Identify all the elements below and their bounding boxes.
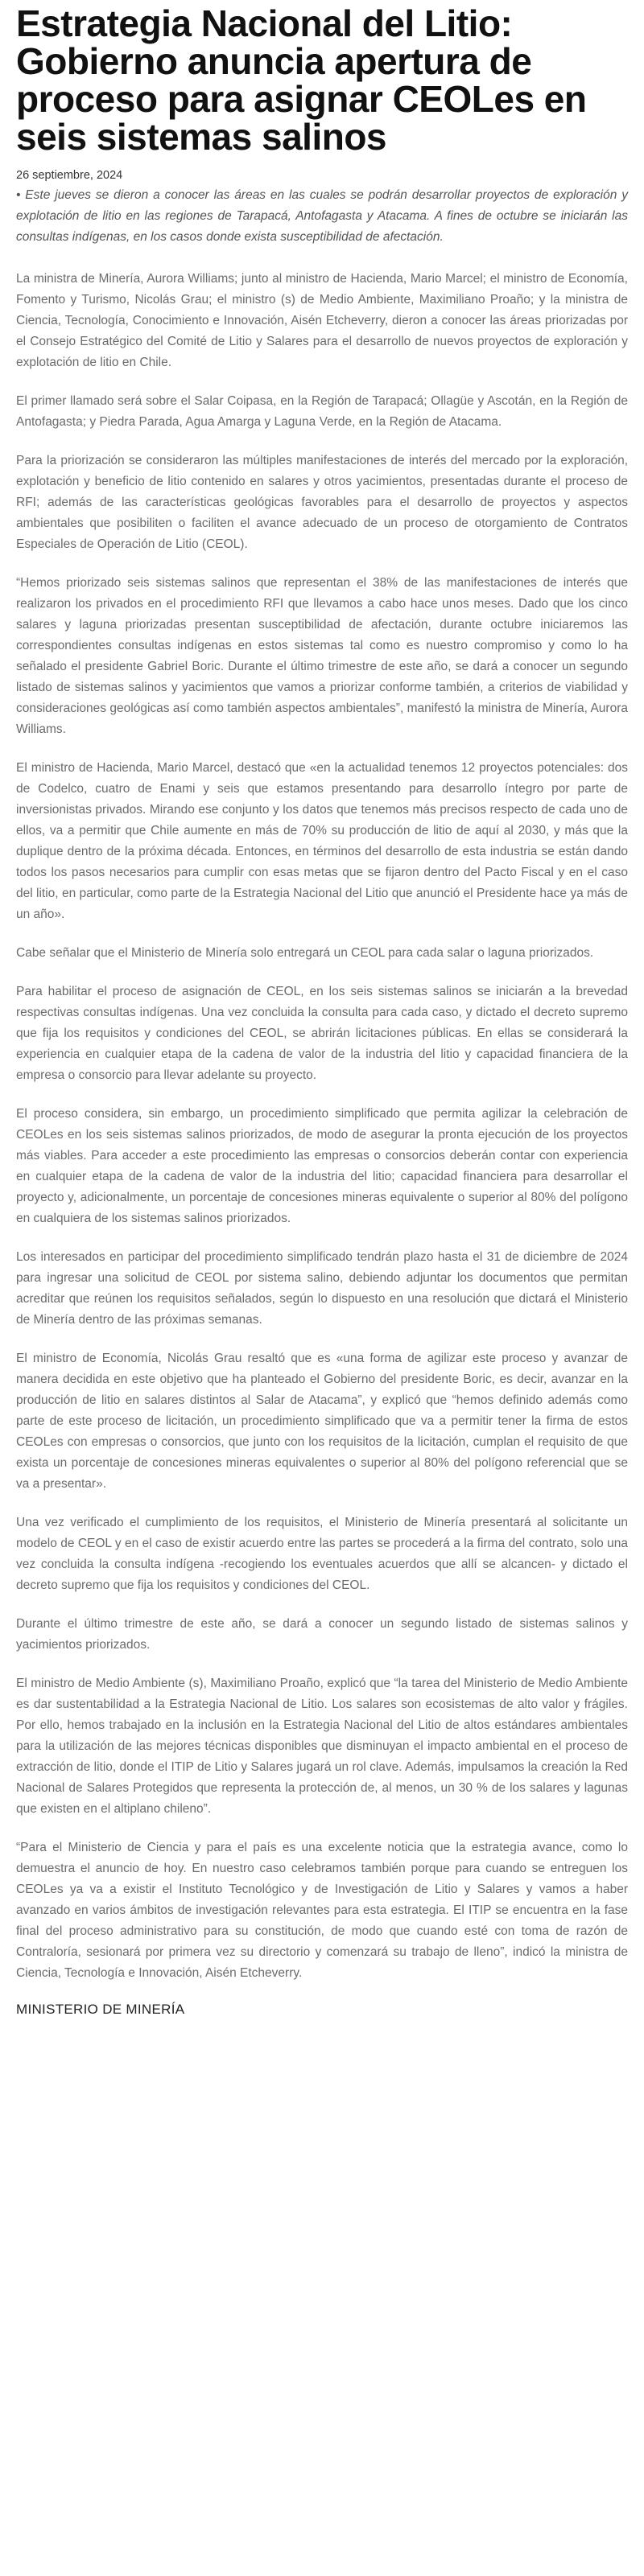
article-signature: MINISTERIO DE MINERÍA (16, 2002, 185, 2017)
paragraph-11: Una vez verificado el cumplimiento de los requisitos, el Ministerio de Minería presentará al solicitante un modelo de CEOL y en el caso de existir acuerdo entre las partes se procederá a la firma del contrato, solo una vez concluida la consulta indígena -recogiendo los eventuales acuerdos que allí se alcancen- y dictado el decreto supremo que fija los requisitos y condiciones del CEOL. (16, 1516, 628, 1592)
paragraph-4: “Hemos priorizado seis sistemas salinos que representan el 38% de las manifestaciones de interés que realizaron los privados en el procedimiento RFI que llevamos a cabo hace unos meses. Dado que los cinco salares y laguna priorizadas presentan susceptibilidad de afectación, durante octubre iniciaremos las correspondientes consultas indígenas en estos sistemas tal como es nuestro compromiso y como lo ha señalado el presidente Gabriel Boric. Durante el último trimestre de este año, se dará a conocer un segundo listado de sistemas salinos y yacimientos que vamos a priorizar conforme también, a criterios de viabilidad y consideraciones geológicas así como también aspectos ambientales”, manifestó la ministra de Minería, Aurora Williams. (16, 576, 628, 736)
article-title: Estrategia Nacional del Litio: Gobierno anuncia apertura de proceso para asignar CEOLes en seis sistemas salinos (16, 2, 587, 158)
paragraph-6: Cabe señalar que el Ministerio de Minería solo entregará un CEOL para cada salar o laguna priorizados. (16, 946, 594, 960)
paragraph-14: “Para el Ministerio de Ciencia y para el país es una excelente noticia que la estrategia avance, como lo demuestra el anuncio de hoy. En nuestro caso celebramos también porque para cuando se entreguen los CEOLes ya va a existir el Instituto Tecnológico y de Investigación de Litio y Salares y vamos a haber avanzado en varios ámbitos de investigación relevantes para esta estrategia. El ITIP se encuentra en la fase final del proceso administrativo para su constitución, de modo que cuando esté con toma de razón de Contraloría, sesionará por primera vez su directorio y comenzará su trabajo de lleno”, indicó la ministra de Ciencia, Tecnología e Innovación, Aisén Etcheverry. (16, 1841, 628, 1980)
paragraph-13: El ministro de Medio Ambiente (s), Maximiliano Proaño, explicó que “la tarea del Ministerio de Medio Ambiente es dar sustentabilidad a la Estrategia Nacional de Litio. Los salares son ecosistemas de alto valor y frágiles. Por ello, hemos trabajado en la inclusión en la Estrategia Nacional del Litio de altos estándares ambientales para la utilización de las mejores técnicas disponibles que disminuyan el impacto ambiental en el proceso de extracción de litio, donde el ITIP de Litio y Salares jugará un rol clave. Además, impulsamos la creación la Red Nacional de Salares Protegidos que representa la protección de, al menos, un 30 % de los salares y lagunas que existen en el altiplano chileno”. (16, 1677, 628, 1816)
paragraph-10: El ministro de Economía, Nicolás Grau resaltó que es «una forma de agilizar este proceso y avanzar de manera decidida en este objetivo que ha planteado el Gobierno del presidente Boric, es decir, avanzar en la producción de litio en salares distintos al Salar de Atacama”, y explicó que “hemos definido además como parte de este proceso de licitación, un procedimiento simplificado que va a permitir tener la firma de estos CEOLes con empresas o consorcios, que junto con los requisitos de la licitación, cumplan el requisito de que exista un porcentaje de concesiones mineras equivalentes o superior al 80% del polígono referencial que se va a presentar». (16, 1352, 628, 1491)
paragraph-7: Para habilitar el proceso de asignación de CEOL, en los seis sistemas salinos se iniciarán a la brevedad respectivas consultas indígenas. Una vez concluida la consulta para cada caso, y dictado el decreto supremo que fija los requisitos y condiciones del CEOL, se abrirán licitaciones públicas. En ellas se considerará la experiencia en cualquier etapa de la cadena de valor de la industria del litio y capacidad financiera de la empresa o consorcio para llevar adelante su proyecto. (16, 985, 628, 1082)
paragraph-3: Para la priorización se consideraron las múltiples manifestaciones de interés del mercado por la exploración, explotación y beneficio de litio contenido en salares y otros yacimientos, presentadas durante el proceso de RFI; además de las características geológicas favorables para el desarrollo de proyectos y aspectos ambientales que posibiliten o faciliten el avance adecuado de un proceso de otorgamiento de Contratos Especiales de Operación de Litio (CEOL). (16, 454, 628, 551)
paragraph-1: La ministra de Minería, Aurora Williams; junto al ministro de Hacienda, Mario Marcel; el ministro de Economía, Fomento y Turismo, Nicolás Grau; el ministro (s) de Medio Ambiente, Maximiliano Proaño; y la ministra de Ciencia, Tecnología, Conocimiento e Innovación, Aisén Etcheverry, dieron a conocer las áreas priorizadas por el Consejo Estratégico del Comité de Litio y Salares para el desarrollo de nuevos proyectos de exploración y explotación de litio en Chile. (16, 272, 628, 369)
paragraph-12: Durante el último trimestre de este año, se dará a conocer un segundo listado de sistemas salinos y yacimientos priorizados. (16, 1617, 628, 1652)
paragraph-9: Los interesados en participar del procedimiento simplificado tendrán plazo hasta el 31 de diciembre de 2024 para ingresar una solicitud de CEOL por sistema salino, debiendo adjuntar los documentos que permitan acreditar que reúnen los requisitos señalados, según lo dispuesto en una resolución que dictará el Ministerio de Minería dentro de las próximas semanas. (16, 1250, 628, 1327)
paragraph-5: El ministro de Hacienda, Mario Marcel, destacó que «en la actualidad tenemos 12 proyectos potenciales: dos de Codelco, cuatro de Enami y seis que estamos presentando para desarrollo íntegro por parte de inversionistas privados. Mirando ese conjunto y los datos que tenemos más precisos respecto de cada uno de ellos, va a permitir que Chile aumente en más de 70% su producción de litio de aquí al 2030, y más que la duplique dentro de la próxima década. Entonces, en términos del desarrollo de esta industria se están dando todos los pasos necesarios para cumplir con esas metas que se fijaron dentro del Pacto Fiscal y en el caso del litio, en particular, como parte de la Estrategia Nacional del Litio que anunció el Presidente hace ya más de un año». (16, 761, 628, 921)
publish-date: 26 septiembre, 2024 (16, 169, 123, 182)
paragraph-8: El proceso considera, sin embargo, un procedimiento simplificado que permita agilizar la celebración de CEOLes en los seis sistemas salinos priorizados, de modo de asegurar la pronta ejecución de los proyectos más viables. Para acceder a este procedimiento las empresas o consorcios deberán contar con experiencia en cualquier etapa de la cadena de valor de la industria del litio; capacidad financiera para desarrollar el proyecto y, adicionalmente, un porcentaje de concesiones mineras equivalente o superior al 80% del polígono en cualquiera de los sistemas salinos priorizados. (16, 1107, 628, 1225)
article-lead: • Este jueves se dieron a conocer las áreas en las cuales se podrán desarrollar proyectos de exploración y explotación de litio en las regiones de Tarapacá, Antofagasta y Atacama. A fines de octubre se iniciarán las consultas indígenas, en los casos donde exista susceptibilidad de afectación. (16, 188, 628, 244)
paragraph-2: El primer llamado será sobre el Salar Coipasa, en la Región de Tarapacá; Ollagüe y Ascotán, en la Región de Antofagasta; y Piedra Parada, Agua Amarga y Laguna Verde, en la Región de Atacama. (16, 394, 628, 429)
news-article (0, 2, 644, 2018)
